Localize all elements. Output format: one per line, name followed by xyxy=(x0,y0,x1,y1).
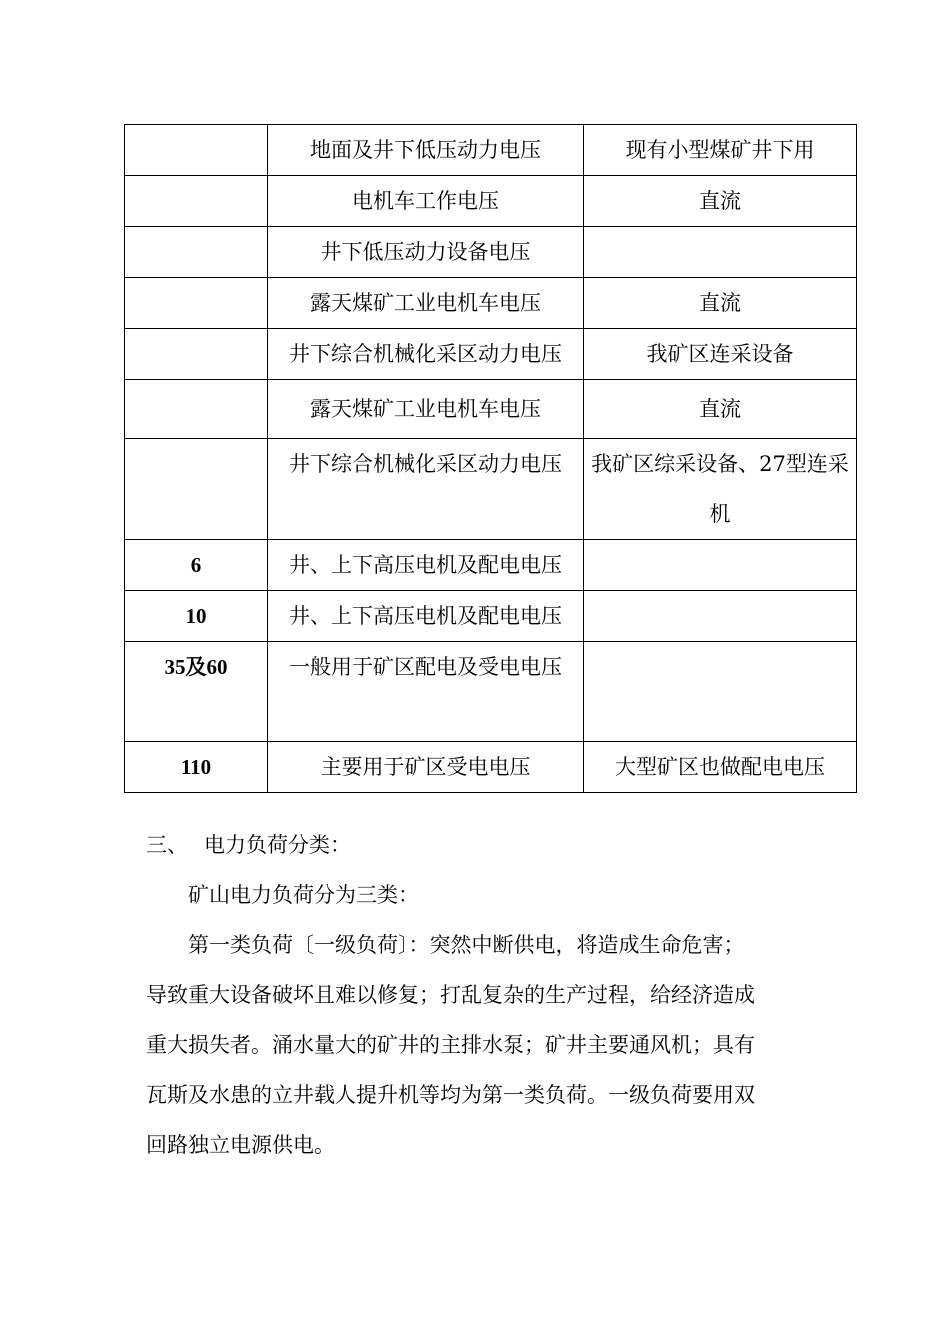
usage-cell: 一般用于矿区配电及受电电压 xyxy=(268,642,584,742)
section-heading xyxy=(146,820,806,870)
note-cell: 现有小型煤矿井下用 xyxy=(584,125,857,176)
note-cell: 我矿区连采设备 xyxy=(584,329,857,380)
section-number: 三、 xyxy=(146,833,188,857)
load-classification-section xyxy=(146,820,806,1170)
paragraph-line: 导致重大设备破坏且难以修复；打乱复杂的生产过程，给经济造成 xyxy=(146,983,755,1007)
note-cell: 我矿区综采设备、27型连采机 xyxy=(584,439,857,540)
paragraph-line: 瓦斯及水患的立井载人提升机等均为第一类负荷。一级负荷要用双 xyxy=(146,1083,755,1107)
usage-cell: 地面及井下低压动力电压 xyxy=(268,125,584,176)
table-row xyxy=(125,227,857,278)
voltage-cell xyxy=(125,380,268,439)
usage-cell: 露天煤矿工业电机车电压 xyxy=(268,380,584,439)
voltage-cell: 35及60 xyxy=(125,642,268,742)
usage-cell: 露天煤矿工业电机车电压 xyxy=(268,278,584,329)
usage-cell: 井下低压动力设备电压 xyxy=(268,227,584,278)
usage-cell: 主要用于矿区受电电压 xyxy=(268,742,584,793)
usage-cell: 井下综合机械化采区动力电压 xyxy=(268,329,584,380)
note-cell xyxy=(584,540,857,591)
note-cell xyxy=(584,227,857,278)
paragraph-line: 第一类负荷〔一级负荷〕：突然中断供电，将造成生命危害； xyxy=(188,933,745,957)
usage-cell: 电机车工作电压 xyxy=(268,176,584,227)
note-cell: 直流 xyxy=(584,278,857,329)
usage-cell: 井、上下高压电机及配电电压 xyxy=(268,591,584,642)
table-row xyxy=(125,278,857,329)
table-row xyxy=(125,540,857,591)
voltage-cell: 6 xyxy=(125,540,268,591)
voltage-cell: 10 xyxy=(125,591,268,642)
note-cell: 直流 xyxy=(584,380,857,439)
note-cell xyxy=(584,591,857,642)
voltage-cell xyxy=(125,439,268,540)
voltage-cell xyxy=(125,278,268,329)
voltage-usage-table xyxy=(124,124,857,793)
note-cell: 大型矿区也做配电电压 xyxy=(584,742,857,793)
voltage-cell: 110 xyxy=(125,742,268,793)
paragraph-line: 重大损失者。涌水量大的矿井的主排水泵；矿井主要通风机；具有 xyxy=(146,1033,755,1057)
table-row xyxy=(125,329,857,380)
table-row xyxy=(125,125,857,176)
table-row xyxy=(125,176,857,227)
voltage-cell xyxy=(125,329,268,380)
note-cell xyxy=(584,642,857,742)
paragraph-line: 回路独立电源供电。 xyxy=(146,1133,335,1157)
usage-cell: 井下综合机械化采区动力电压 xyxy=(268,439,584,540)
table-row xyxy=(125,439,857,540)
voltage-cell xyxy=(125,227,268,278)
note-cell: 直流 xyxy=(584,176,857,227)
table-row xyxy=(125,642,857,742)
voltage-cell xyxy=(125,125,268,176)
table-row xyxy=(125,742,857,793)
voltage-cell xyxy=(125,176,268,227)
section-intro: 矿山电力负荷分为三类： xyxy=(188,883,419,907)
section-title: 电力负荷分类： xyxy=(204,833,351,857)
table-row xyxy=(125,591,857,642)
usage-cell: 井、上下高压电机及配电电压 xyxy=(268,540,584,591)
table-row xyxy=(125,380,857,439)
